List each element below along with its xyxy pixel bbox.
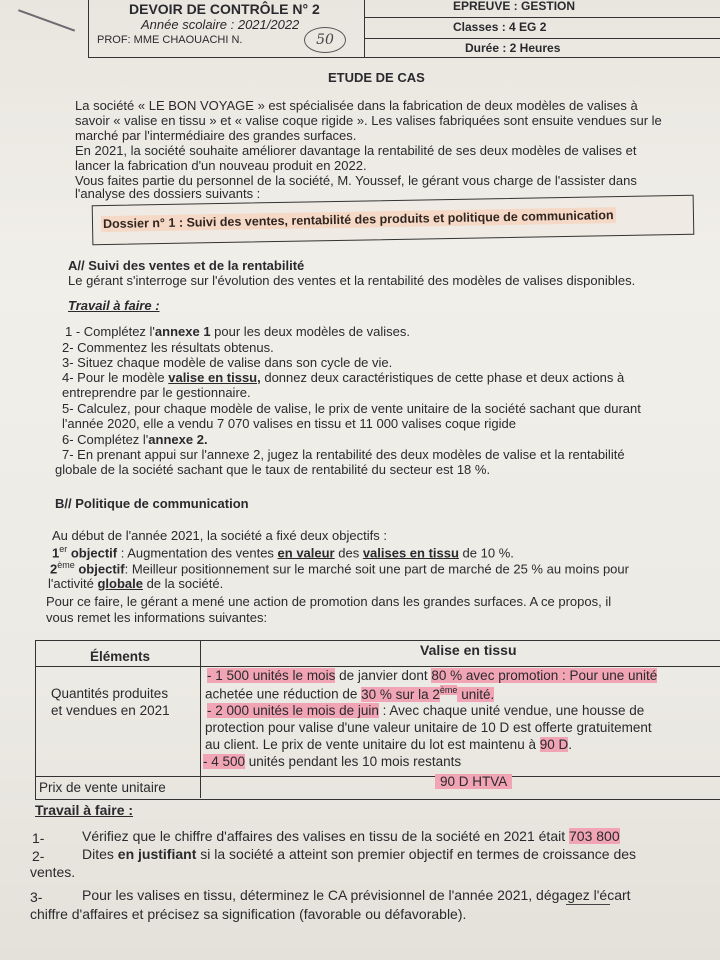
annex-line-1: - 1 500 unités le mois de janvier dont 80 % avec promotion : Pour une unité bbox=[207, 668, 658, 683]
question-a6: 6- Complétez l'annexe 2. bbox=[62, 432, 208, 447]
question-b2-cont: ventes. bbox=[30, 864, 76, 880]
exam-title: DEVOIR DE CONTRÔLE N° 2 bbox=[129, 1, 320, 17]
row-label-quantites: Quantités produites bbox=[51, 686, 169, 701]
question-a2: 2- Commentez les résultats obtenus. bbox=[62, 340, 274, 355]
part-a-intro: Le gérant s'interroge sur l'évolution des ventes et la rentabilité des modèles de valises disponibles. bbox=[68, 273, 636, 288]
intro-line-6: Vous faites partie du personnel de la société, M. Youssef, le gérant vous charge de l'assister dans bbox=[75, 173, 637, 188]
annex-line-4: protection pour valise d'une valeur unitaire de 10 D est offerte gratuitement bbox=[205, 720, 652, 735]
question-b1-number: 1- bbox=[32, 830, 45, 846]
question-a7: 7- En prenant appui sur l'annexe 2, jugez la rentabilité des deux modèles de valise et la rentabilité bbox=[62, 447, 625, 462]
part-a-title: A// Suivi des ventes et de la rentabilité bbox=[68, 258, 305, 273]
header-table bbox=[88, 0, 720, 58]
duree-label: Durée : 2 Heures bbox=[465, 41, 561, 55]
question-a1: 1 - Complétez l'annexe 1 pour les deux modèles de valises. bbox=[65, 324, 411, 339]
row-label-vendues: et vendues en 2021 bbox=[51, 703, 170, 718]
intro-line-3: marché par l'intermédiaire des grandes surfaces. bbox=[75, 128, 357, 143]
school-year: Année scolaire : 2021/2022 bbox=[141, 17, 300, 32]
col-header-elements: Éléments bbox=[90, 649, 151, 664]
intro-line-5: lancer la fabrication d'un nouveau produit en 2022. bbox=[75, 158, 367, 173]
intro-line-1: La société « LE BON VOYAGE » est spécialisée dans la fabrication de deux modèles de valises à bbox=[75, 98, 638, 113]
teacher-name: PROF: MME CHAOUACHI N. bbox=[97, 34, 243, 46]
intro-line-7: l'analyse des dossiers suivants : bbox=[75, 186, 261, 201]
pen-underline bbox=[566, 904, 610, 905]
header-left-cell bbox=[89, 0, 365, 58]
question-b1: Vérifiez que le chiffre d'affaires des valises en tissu de la société en 2021 était 703 800 bbox=[82, 828, 620, 844]
intro-line-2: savoir « valise en tissu » et « valise coque rigide ». Les valises fabriquées sont ensuite vendues sur le bbox=[75, 113, 662, 128]
part-b-title: B// Politique de communication bbox=[55, 496, 249, 511]
epreuve-label: EPREUVE : GESTION bbox=[453, 0, 576, 13]
pen-mark bbox=[18, 0, 82, 32]
question-b3: Pour les valises en tissu, déterminez le CA prévisionnel de l'année 2021, dégagez l'écart bbox=[82, 887, 631, 903]
score-mark: 50 bbox=[304, 27, 346, 53]
section-title: ETUDE DE CAS bbox=[328, 70, 425, 85]
objective-2-cont: l'activité globale de la société. bbox=[48, 576, 224, 591]
annex-line-2: achetée une réduction de 30 % sur la 2ème unité. bbox=[205, 685, 495, 702]
annex-line-6: - 4 500 unités pendant les 10 mois restants bbox=[203, 754, 462, 769]
question-a5: 5- Calculez, pour chaque modèle de valise, le prix de vente unitaire de la société sachant que durant bbox=[62, 401, 641, 416]
col-header-valise: Valise en tissu bbox=[420, 642, 517, 658]
annex-table bbox=[35, 640, 720, 798]
question-a4: 4- Pour le modèle valise en tissu, donnez deux caractéristiques de cette phase et deux actions à bbox=[62, 370, 625, 385]
question-a4-cont: entreprendre par le gestionnaire. bbox=[62, 385, 251, 400]
question-a5-cont: l'année 2020, elle a vendu 7 070 valises en tissu et 11 000 valises coque rigide bbox=[62, 416, 516, 431]
intro-line-4: En 2021, la société souhaite améliorer davantage la rentabilité de ses deux modèles de valises et bbox=[75, 143, 637, 158]
question-b2: Dites en justifiant si la société a atteint son premier objectif en termes de croissance des bbox=[82, 846, 637, 862]
question-b3-cont: chiffre d'affaires et précisez sa signification (favorable ou défavorable). bbox=[30, 906, 467, 922]
question-b2-number: 2- bbox=[32, 848, 45, 864]
question-b3-number: 3- bbox=[30, 889, 43, 905]
annex-line-3: - 2 000 unités le mois de juin : Avec chaque unité vendue, une housse de bbox=[207, 703, 645, 718]
question-a3: 3- Situez chaque modèle de valise dans son cycle de vie. bbox=[62, 355, 393, 370]
part-b-line-1: Au début de l'année 2021, la société a fixé deux objectifs : bbox=[52, 528, 387, 543]
part-b-line-4: Pour ce faire, le gérant a mené une action de promotion dans les grandes surfaces. A ce propos, il bbox=[46, 594, 612, 609]
objective-1: 1er objectif : Augmentation des ventes en valeur des valises en tissu de 10 %. bbox=[52, 544, 514, 561]
annex-line-5: au client. Le prix de vente unitaire du lot est maintenu à 90 D. bbox=[205, 737, 573, 752]
header-right-cell bbox=[365, 0, 720, 58]
objective-2: 2ème objectif: Meilleur positionnement sur le marché soit une part de marché de 25 % au moins pour bbox=[50, 560, 629, 577]
dossier-title: Dossier n° 1 : Suivi des ventes, rentabilité des produits et politique de communication bbox=[101, 207, 616, 232]
dossier-box bbox=[92, 195, 695, 246]
part-b-line-5: vous remet les informations suivantes: bbox=[46, 610, 268, 625]
prix-value: 90 D HTVA bbox=[435, 774, 512, 789]
question-a7-cont: globale de la société sachant que le taux de rentabilité du secteur est 18 %. bbox=[55, 462, 491, 477]
travail-a-faire-heading-2: Travail à faire : bbox=[35, 802, 134, 818]
classes-label: Classes : 4 EG 2 bbox=[453, 20, 547, 34]
travail-a-faire-heading: Travail à faire : bbox=[68, 298, 160, 313]
row-label-prix: Prix de vente unitaire bbox=[39, 780, 166, 795]
